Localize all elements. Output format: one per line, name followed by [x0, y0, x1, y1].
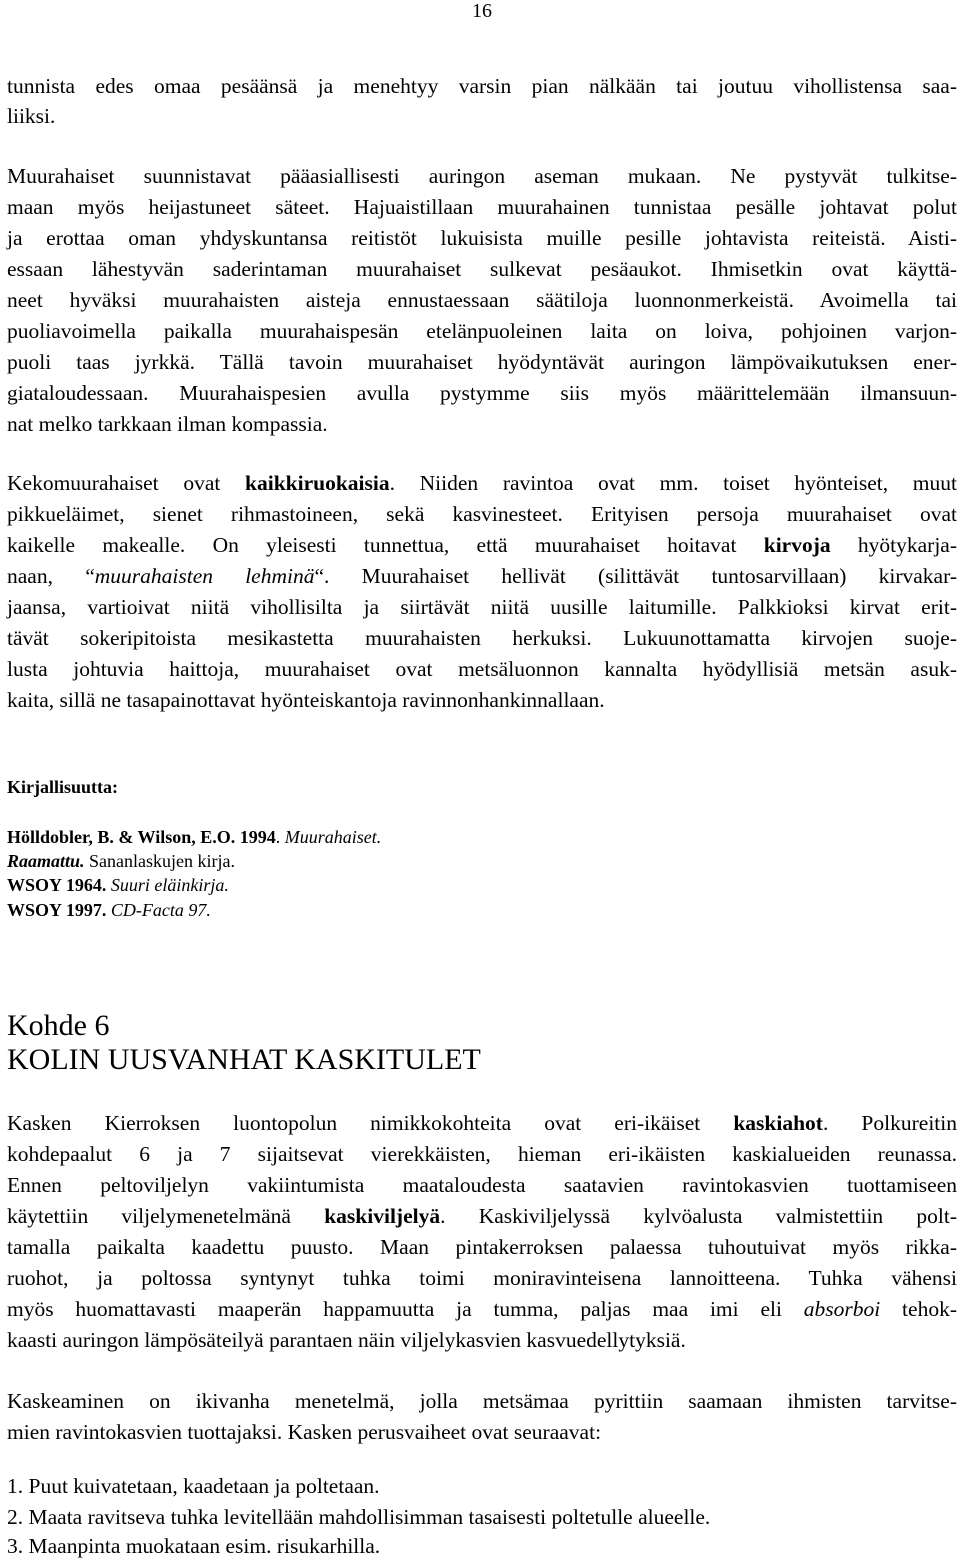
text-line: neet hyväksi muurahaisten aisteja ennustaessaan säätiloja luonnonmerkeistä. Avoimella tai — [7, 288, 957, 312]
page-number: 16 — [472, 0, 492, 22]
text-line: puoli taas jyrkkä. Tällä tavoin muurahaiset hyödyntävät auringon lämpövaikutuksen ener- — [7, 350, 957, 374]
bold-term: kaskiviljelyä — [324, 1204, 441, 1228]
literature-item: Raamattu. Sananlaskujen kirja. — [7, 851, 235, 871]
text-line: nat melko tarkkaan ilman kompassia. — [7, 412, 328, 436]
text-line: tävät sokeripitoista mesikastetta muurahaisten herkuksi. Lukuunottamatta kirvojen suoje- — [7, 626, 957, 650]
section-number-heading: Kohde 6 — [7, 1009, 110, 1042]
text-line: pikkueläimet, sienet rihmastoineen, sekä kasvinesteet. Erityisen persoja muurahaiset ovat — [7, 502, 957, 526]
text-line: ruohot, ja poltossa syntynyt tuhka toimi moniravinteisena lannoitteena. Tuhka vähensi — [7, 1266, 957, 1290]
text-line: naan, “muurahaisten lehminä“. Muurahaiset hellivät (silittävät tuntosarvillaan) kirvakar- — [7, 564, 957, 588]
text-line: kaita, sillä ne tasapainottavat hyönteiskantoja ravinnonhankinnallaan. — [7, 688, 605, 712]
text-line: Ennen peltoviljelyn vakiintumista maataloudesta saatavien ravintokasvien tuottamiseen — [7, 1173, 957, 1197]
section-title-heading: KOLIN UUSVANHAT KASKITULET — [7, 1043, 481, 1076]
text-line: maan myös heijastuneet säteet. Hajuaistillaan muurahainen tunnistaa pesälle johtavat polut — [7, 195, 957, 219]
literature-item: WSOY 1997. CD-Facta 97. — [7, 900, 211, 920]
text-line: kaikelle makealle. On yleisesti tunnettua, että muurahaiset hoitavat kirvoja hyötykarja- — [7, 533, 958, 557]
text-line: essaan lähestyvän saderintaman muurahaiset sulkevat pesäaukot. Ihmisetkin ovat käyttä- — [7, 257, 957, 281]
text-line: giataloudessaan. Muurahaispesien avulla pystymme siis myös määrittelemään ilmansuun- — [7, 381, 957, 405]
text-line: tunnista edes omaa pesäänsä ja menehtyy varsin pian nälkään tai joutuu vihollistensa saa- — [7, 74, 957, 98]
text-line: ja erottaa oman yhdyskuntansa reitistöt lukuisista muille pesille johtavista reiteistä. Aisti- — [7, 226, 957, 250]
text-line: jaansa, vartioivat niitä vihollisilta ja siirtävät niitä uusille laitumille. Palkkioksi kirvat erit- — [7, 595, 957, 619]
literature-item: Hölldobler, B. & Wilson, E.O. 1994. Muurahaiset. — [7, 827, 382, 847]
text-line: tamalla paikalta kaadettu puusto. Maan pintakerroksen palaessa tuhoutuivat myös rikka- — [7, 1235, 957, 1259]
text-line: Muurahaiset suunnistavat pääasiallisesti auringon aseman mukaan. Ne pystyvät tulkitse- — [7, 164, 957, 188]
text-line: Kasken Kierroksen luontopolun nimikkokohteita ovat eri-ikäiset kaskiahot. Polkureitin — [7, 1111, 957, 1135]
text-line: Kaskeaminen on ikivanha menetelmä, jolla metsämaa pyrittiin saamaan ihmisten tarvitse- — [7, 1389, 957, 1413]
text-line: puoliavoimella paikalla muurahaispesän etelänpuoleinen laita on loiva, pohjoinen varjon- — [7, 319, 957, 343]
bold-term: kaikkiruokaisia — [245, 471, 390, 495]
italic-term: muurahaisten lehminä — [94, 564, 315, 588]
text-line: myös huomattavasti maaperän happamuutta ja tumma, paljas maa imi eli absorboi tehok- — [7, 1297, 957, 1321]
list-item: 2. Maata ravitseva tuhka levitellään mahdollisimman tasaisesti poltetulle alueelle. — [7, 1505, 711, 1529]
bold-term: kaskiahot — [733, 1111, 823, 1135]
bold-term: kirvoja — [763, 533, 831, 557]
text-line: kaasti auringon lämpösäteilyä parantaen näin viljelykasvien kasvuedellytyksiä. — [7, 1328, 686, 1352]
list-item: 3. Maanpinta muokataan esim. risukarhilla. — [7, 1534, 381, 1558]
text-line: käytettiin viljelymenetelmänä kaskiviljelyä. Kaskiviljelyssä kylvöalusta valmistettiin polt- — [7, 1204, 958, 1228]
text-line: liiksi. — [7, 104, 56, 128]
text-line: Kekomuurahaiset ovat kaikkiruokaisia. Niiden ravintoa ovat mm. toiset hyönteiset, muut — [7, 471, 957, 495]
list-item: 1. Puut kuivatetaan, kaadetaan ja poltetaan. — [7, 1474, 380, 1498]
text-line: mien ravintokasvien tuottajaksi. Kasken perusvaiheet ovat seuraavat: — [7, 1420, 602, 1444]
text-line: lusta johtuvia haittoja, muurahaiset ovat metsäluonnon kannalta hyödyllisiä metsän asuk- — [7, 657, 957, 681]
literature-item: WSOY 1964. Suuri eläinkirja. — [7, 875, 229, 895]
text-line: kohdepaalut 6 ja 7 sijaitsevat vierekkäisten, hieman eri-ikäisten kaskialueiden reunassa. — [7, 1142, 957, 1166]
italic-term: absorboi — [803, 1297, 881, 1321]
literature-title: Kirjallisuutta: — [7, 777, 118, 797]
